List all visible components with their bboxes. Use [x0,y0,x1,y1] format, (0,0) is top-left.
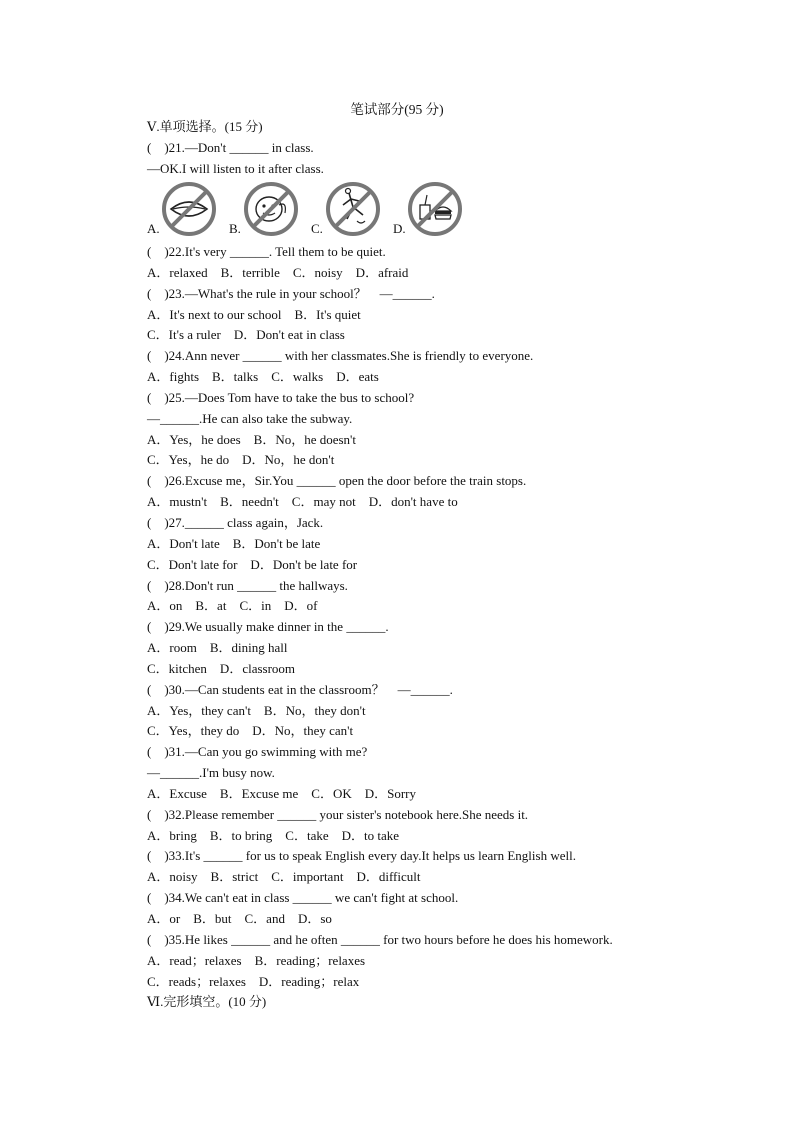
options-line: C．Yes，they do D．No，they can't [147,723,354,739]
question-line: —______.I'm busy now. [147,765,275,781]
question-line: ( )30.—Can students eat in the classroom？ —______. [147,681,453,697]
options-line: A．fights B．talks C．walks D．eats [147,369,379,385]
question-line: —______.He can also take the subway. [147,410,353,426]
options-line: A．noisy B．strict C．important D．difficult [147,869,421,885]
no-talking-lips-icon [161,181,217,237]
question-line: ( )34.We can't eat in class ______ we can't fight at school. [147,890,459,906]
question-line: ( )29.We usually make dinner in the ______. [147,619,389,635]
question-line: ( )22.It's very ______. Tell them to be quiet. [147,244,386,259]
question-line: ( )23.—What's the rule in your school？ —______. [147,285,435,301]
options-line: A．Yes，they can't B．No，they don't [147,702,366,718]
options-line: A．Excuse B．Excuse me C．OK D．Sorry [147,785,416,801]
question-line: ( )27.______ class again，Jack. [147,514,324,530]
question-list-bottom [147,242,707,1013]
question-line: ( )24.Ann never ______ with her classmates.She is friendly to everyone. [147,348,534,364]
picture-option-b [229,179,311,239]
options-line: A．bring B．to bring C．take D．to take [147,827,400,843]
question-line: —OK.I will listen to it after class. [147,160,324,176]
options-line: A．Don't late B．Don't be late [147,535,321,551]
options-line: C．It's a ruler D．Don't eat in class [147,327,345,343]
options-line: C．reads；relaxes D．reading；relax [147,973,360,989]
question-line: ( )31.—Can you go swimming with me? [147,744,368,760]
question-line: ( )32.Please remember ______ your sister's notebook here.She needs it. [147,806,529,822]
options-line: C．kitchen D．classroom [147,660,296,676]
options-line: A．It's next to our school B．It's quiet [147,306,361,322]
picture-option-d [393,179,475,239]
picture-option-c [311,179,393,239]
option-label: B. [229,221,241,236]
question-line: ( )25.—Does Tom have to take the bus to school? [147,389,415,405]
option-label: C. [311,221,323,236]
options-line: C．Don't late for D．Don't be late for [147,556,358,572]
question-list-top [147,117,707,180]
question-line: ( )21.—Don't ______ in class. [147,139,314,155]
options-line: A．Yes，he does B．No，he doesn't [147,431,357,447]
page-title: 笔试部分(95 分) [350,102,444,117]
options-line: A．read；relaxes B．reading；relaxes [147,952,366,968]
section-heading: Ⅴ.单项选择。(15 分) [147,119,263,134]
no-running-icon [325,181,381,237]
picture-option-a [147,179,229,239]
no-face-icon [243,181,299,237]
option-label: D. [393,221,406,236]
question-line: ( )35.He likes ______ and he often ______ for two hours before he does his homework. [147,931,613,947]
options-line: A．room B．dining hall [147,640,288,656]
picture-options [147,179,477,241]
options-line: A．or B．but C．and D．so [147,911,332,926]
options-line: A．relaxed B．terrible C．noisy D．afraid [147,264,409,280]
question-line: ( )28.Don't run ______ the hallways. [147,577,348,593]
options-line: C．Yes，he do D．No，he don't [147,452,335,468]
question-line: ( )33.It's ______ for us to speak English every day.It helps us learn English well. [147,848,576,864]
no-food-icon [407,181,463,237]
question-line: ( )26.Excuse me，Sir.You ______ open the door before the train stops. [147,473,527,489]
options-line: A．on B．at C．in D．of [147,598,318,614]
option-label: A. [147,221,160,236]
section-heading: Ⅵ.完形填空。(10 分) [147,994,267,1010]
options-line: A．mustn't B．needn't C．may not D．don't have to [147,494,458,510]
